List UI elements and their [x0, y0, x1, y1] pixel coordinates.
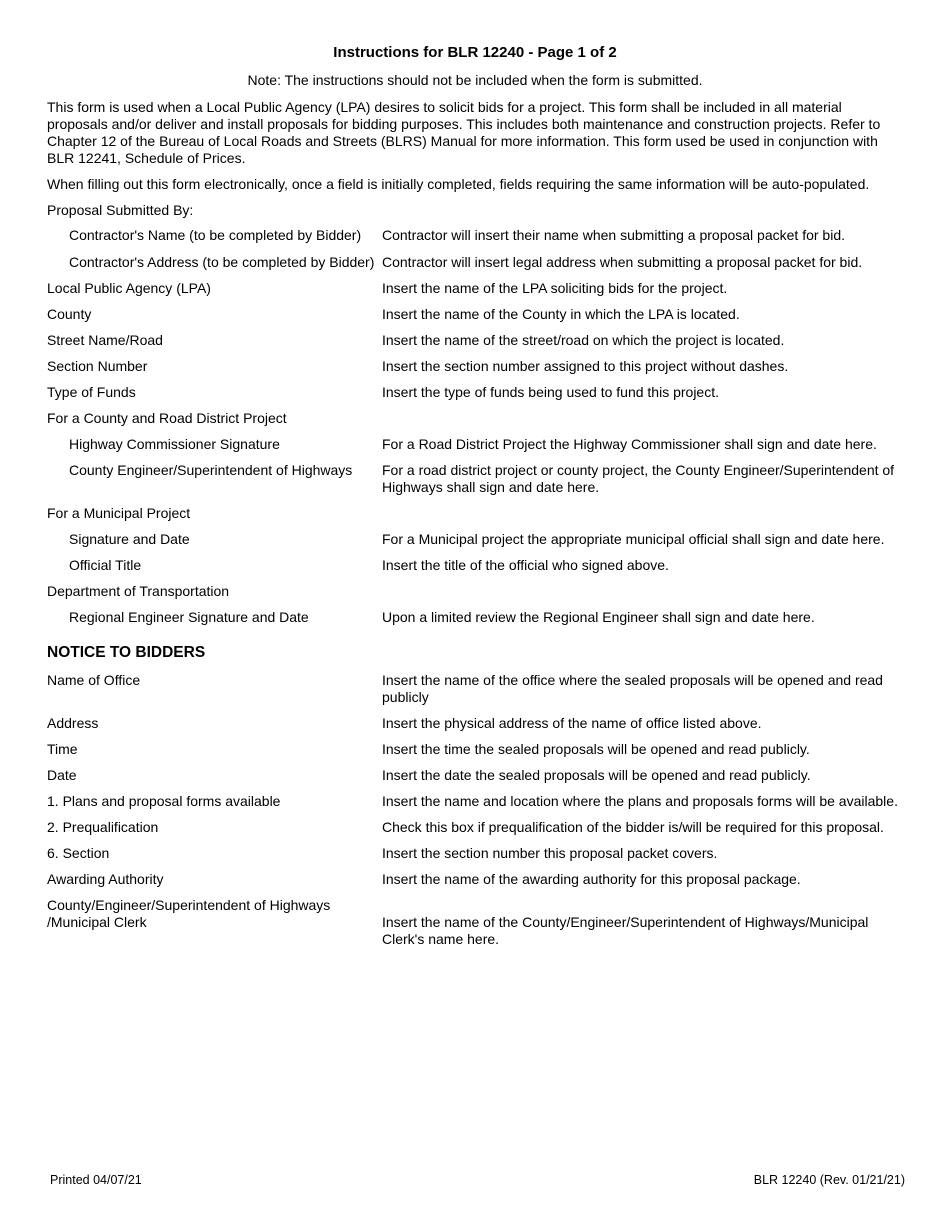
- field-description: Contractor will insert their name when submitting a proposal packet for bid.: [382, 227, 845, 243]
- electronic-note: When filling out this form electronically, once a field is initially completed, fields requiring the same information will be auto-populated.: [47, 176, 870, 192]
- section-label: For a Municipal Project: [47, 505, 191, 521]
- section-label: For a County and Road District Project: [47, 410, 287, 426]
- field-label: County/Engineer/Superintendent of Highways /Municipal Clerk: [47, 897, 331, 930]
- field-label: Signature and Date: [69, 531, 190, 547]
- field-label: Section Number: [47, 358, 148, 374]
- field-description: Insert the name of the County/Engineer/Superintendent of Highways/Municipal Clerk's name here.: [382, 914, 869, 947]
- field-label: Contractor's Address (to be completed by Bidder): [69, 254, 375, 270]
- field-label: 2. Prequalification: [47, 819, 159, 835]
- field-label: Date: [47, 767, 77, 783]
- field-label: County: [47, 306, 92, 322]
- field-label: Regional Engineer Signature and Date: [69, 609, 309, 625]
- field-label: 1. Plans and proposal forms available: [47, 793, 281, 809]
- field-label: Awarding Authority: [47, 871, 164, 887]
- field-label: County Engineer/Superintendent of Highways: [69, 462, 353, 478]
- field-description: Insert the name of the County in which the LPA is located.: [382, 306, 740, 322]
- field-description: Insert the section number this proposal packet covers.: [382, 845, 718, 861]
- form-id: BLR 12240 (Rev. 01/21/21): [753, 1173, 905, 1187]
- field-description: Insert the type of funds being used to fund this project.: [382, 384, 719, 400]
- section-label: Department of Transportation: [47, 583, 230, 599]
- field-description: For a Road District Project the Highway Commissioner shall sign and date here.: [382, 436, 877, 452]
- field-description: Insert the name of the awarding authority for this proposal package.: [382, 871, 801, 887]
- field-description: Contractor will insert legal address when submitting a proposal packet for bid.: [382, 254, 863, 270]
- field-label: Proposal Submitted By:: [47, 202, 194, 218]
- intro-paragraph: This form is used when a Local Public Agency (LPA) desires to solicit bids for a project. This form shall be included in all material proposals and/or deliver and install proposals for bidding purposes. This includes both maintenance and construction projects. Refer to Chapter 12 of the Bureau of Local Roads and Streets (BLRS) Manual for more information. This form used be used in conjunction with BLR 12241, Schedule of Prices.: [47, 99, 881, 166]
- page-title: Instructions for BLR 12240 - Page 1 of 2: [333, 44, 617, 61]
- field-description: Insert the name of the street/road on which the project is located.: [382, 332, 785, 348]
- field-label: Street Name/Road: [47, 332, 163, 348]
- field-description: Insert the name of the office where the sealed proposals will be opened and read publicly: [382, 672, 883, 705]
- submission-note: Note: The instructions should not be included when the form is submitted.: [247, 72, 703, 88]
- field-description: Insert the title of the official who signed above.: [382, 557, 669, 573]
- notice-heading: NOTICE TO BIDDERS: [47, 644, 206, 661]
- field-label: Highway Commissioner Signature: [69, 436, 280, 452]
- field-description: Insert the time the sealed proposals will be opened and read publicly.: [382, 741, 810, 757]
- field-description: For a Municipal project the appropriate municipal official shall sign and date here.: [382, 531, 885, 547]
- field-label: 6. Section: [47, 845, 110, 861]
- field-label: Time: [47, 741, 78, 757]
- field-label: Contractor's Name (to be completed by Bidder): [69, 227, 362, 243]
- field-description: For a road district project or county project, the County Engineer/Superintendent of Highways shall sign and date here.: [382, 462, 895, 495]
- field-label: Address: [47, 715, 99, 731]
- printed-date: Printed 04/07/21: [50, 1173, 142, 1187]
- field-description: Insert the name and location where the plans and proposals forms will be available.: [382, 793, 898, 809]
- field-label: Local Public Agency (LPA): [47, 280, 211, 296]
- field-label: Type of Funds: [47, 384, 136, 400]
- field-description: Check this box if prequalification of the bidder is/will be required for this proposal.: [382, 819, 884, 835]
- field-description: Insert the section number assigned to this project without dashes.: [382, 358, 789, 374]
- field-description: Insert the date the sealed proposals will be opened and read publicly.: [382, 767, 811, 783]
- field-description: Insert the physical address of the name of office listed above.: [382, 715, 762, 731]
- field-description: Upon a limited review the Regional Engineer shall sign and date here.: [382, 609, 815, 625]
- field-label: Name of Office: [47, 672, 141, 688]
- field-label: Official Title: [69, 557, 142, 573]
- field-description: Insert the name of the LPA soliciting bids for the project.: [382, 280, 728, 296]
